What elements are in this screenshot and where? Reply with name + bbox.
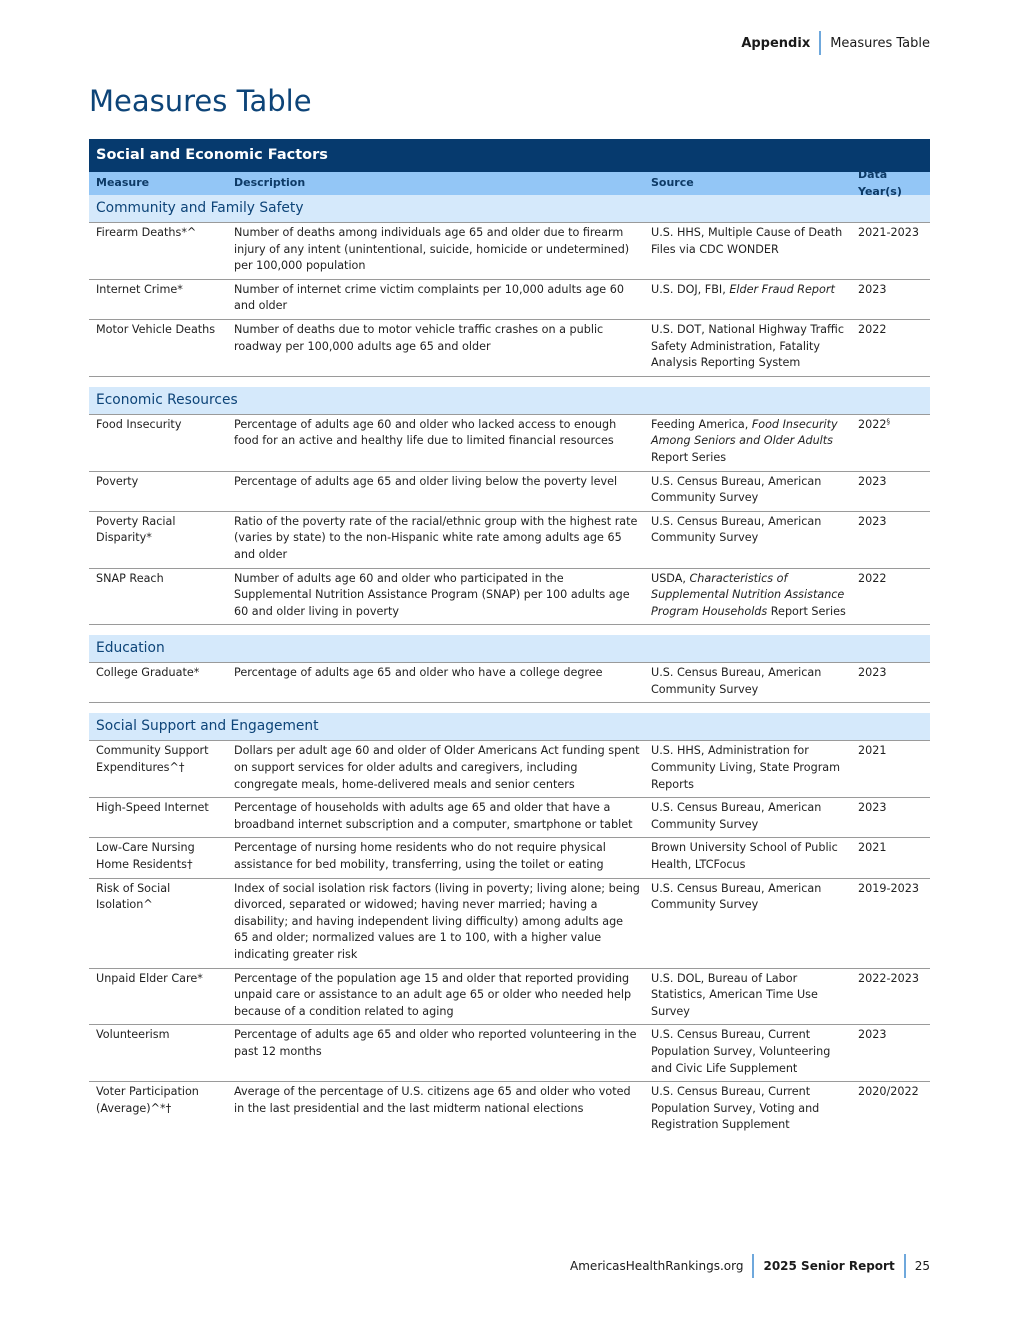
source-cell: U.S. Census Bureau, American Community Survey — [651, 666, 822, 696]
years-cell — [851, 322, 930, 339]
years-value: 2023 — [858, 1028, 887, 1042]
section-header: Economic Resources — [89, 387, 930, 415]
years-value: 2023 — [858, 474, 887, 488]
measure-cell: Food Insecurity — [96, 417, 182, 431]
page-number: 25 — [914, 1259, 930, 1273]
column-header-years: Data Year(s) — [858, 167, 902, 198]
measure-cell: Voter Participation (Average)^*† — [96, 1085, 199, 1115]
column-header-measure: Measure — [96, 176, 150, 190]
measure-cell: Motor Vehicle Deaths — [96, 322, 216, 336]
column-header-source: Source — [651, 176, 694, 190]
source-text: Feeding America, — [651, 417, 752, 431]
footer-report-title: 2025 Senior Report — [763, 1259, 895, 1273]
measure-cell: College Graduate* — [96, 666, 200, 680]
header-page-name: Measures Table — [830, 35, 930, 51]
source-cell: U.S. HHS, Multiple Cause of Death Files via CDC WONDER — [651, 226, 843, 256]
measure-cell: High-Speed Internet — [96, 801, 209, 815]
source-text: Report Series — [767, 604, 846, 618]
description-cell: Average of the percentage of U.S. citizens age 65 and older who voted in the last presidential and the last midterm national elections — [234, 1085, 631, 1115]
years-value: 2023 — [858, 514, 887, 528]
section-spacer — [89, 703, 930, 713]
measure-cell: Internet Crime* — [96, 282, 183, 296]
source-text: USDA, — [651, 571, 690, 585]
source-cell: U.S. Census Bureau, American Community Survey — [651, 514, 822, 545]
years-cell — [851, 971, 930, 988]
measure-cell: Unpaid Elder Care* — [96, 971, 203, 985]
footer-divider — [752, 1254, 754, 1278]
table-body — [89, 195, 930, 1138]
years-value: 2021-2023 — [858, 226, 919, 239]
description-cell: Percentage of adults age 60 and older who lacked access to enough food for an active and healthy life due to limited financial resources — [234, 417, 617, 448]
header-section: Appendix — [741, 35, 811, 51]
years-cell — [851, 474, 930, 491]
years-cell — [851, 1027, 930, 1044]
years-cell — [851, 1084, 930, 1101]
description-cell: Ratio of the poverty rate of the racial/ethnic group with the highest rate (varies by state) to the non-Hispanic white rate among adults age 65 and older — [234, 514, 638, 561]
table-row — [89, 280, 930, 320]
years-footnote-mark: § — [886, 417, 890, 426]
years-value: 2022 — [858, 417, 887, 431]
years-cell — [851, 665, 930, 682]
years-value: 2023 — [858, 801, 887, 815]
section-header: Social Support and Engagement — [89, 713, 930, 741]
description-cell: Percentage of nursing home residents who do not require physical assistance for bed mobility, transferring, using the toilet or eating — [234, 841, 606, 872]
footer-divider — [904, 1254, 906, 1278]
source-cell: U.S. Census Bureau, American Community Survey — [651, 801, 822, 831]
source-text: Report Series — [651, 450, 727, 464]
years-value: 2022 — [858, 571, 887, 585]
measure-cell: Poverty — [96, 474, 139, 488]
source-cell — [644, 571, 851, 621]
source-cell: U.S. Census Bureau, Current Population Survey, Voting and Registration Supplement — [651, 1085, 820, 1132]
years-cell — [851, 800, 930, 817]
years-cell — [851, 840, 930, 857]
header-divider — [819, 31, 821, 55]
years-cell — [851, 881, 930, 898]
source-cell: U.S. DOL, Bureau of Labor Statistics, American Time Use Survey — [651, 971, 818, 1018]
table-row — [89, 320, 930, 377]
table-row — [89, 569, 930, 626]
years-value: 2023 — [858, 282, 887, 296]
table-row — [89, 472, 930, 512]
description-cell: Percentage of adults age 65 and older living below the poverty level — [234, 474, 618, 488]
source-publication-title: Characteristics of Supplemental Nutrition Assistance Program Households — [651, 571, 845, 618]
table-row — [89, 879, 930, 969]
source-publication-title: Food Insecurity Among Seniors and Older Adults — [651, 417, 838, 448]
years-value: 2023 — [858, 666, 887, 680]
years-value: 2022 — [858, 322, 887, 336]
description-cell: Percentage of the population age 15 and older that reported providing unpaid care or assistance to an adult age 65 or older who needed help because of a condition related to aging — [234, 971, 632, 1018]
measure-cell: Risk of Social Isolation^ — [96, 881, 171, 912]
source-cell: Brown University School of Public Health, LTCFocus — [651, 841, 838, 872]
source-cell: U.S. HHS, Administration for Community Living, State Program Reports — [651, 744, 841, 791]
years-cell — [851, 514, 930, 531]
source-cell: U.S. Census Bureau, Current Population Survey, Volunteering and Civic Life Supplement — [651, 1028, 831, 1075]
table-row — [89, 512, 930, 569]
years-value: 2021 — [858, 841, 887, 855]
years-cell — [851, 417, 930, 434]
measure-cell: Low-Care Nursing Home Residents† — [96, 841, 195, 872]
description-cell: Percentage of adults age 65 and older who reported volunteering in the past 12 months — [234, 1028, 637, 1058]
column-header-row — [89, 167, 930, 198]
source-cell: U.S. DOT, National Highway Traffic Safety Administration, Fatality Analysis Reporting System — [651, 322, 845, 370]
years-cell — [851, 743, 930, 760]
table-row — [89, 415, 930, 472]
years-value: 2019-2023 — [858, 881, 919, 895]
years-cell — [851, 282, 930, 299]
measure-cell: Community Support Expenditures^† — [96, 744, 209, 775]
section-spacer — [89, 625, 930, 635]
table-row — [89, 838, 930, 878]
measure-cell: Poverty Racial Disparity* — [96, 514, 176, 545]
description-cell: Index of social isolation risk factors (living in poverty; living alone; being divorced, separated or widowed; having never married; having a disability; and having independent living difficulty) among adults age 65 and older; normalized values are 1 to 100, with a higher value indicating greater risk — [234, 881, 640, 961]
measure-cell: SNAP Reach — [96, 571, 164, 585]
column-header-description: Description — [234, 176, 306, 190]
table-row — [89, 663, 930, 703]
measures-table — [89, 139, 930, 1138]
section-spacer — [89, 377, 930, 387]
source-publication-title: Elder Fraud Report — [729, 282, 835, 296]
table-row — [89, 223, 930, 280]
description-cell: Number of deaths due to motor vehicle traffic crashes on a public roadway per 100,000 adults age 65 and older — [234, 322, 604, 353]
table-row — [89, 798, 930, 838]
years-value: 2021 — [858, 744, 887, 758]
years-value: 2020/2022 — [858, 1085, 919, 1099]
page-header — [741, 31, 930, 55]
footer-website: AmericasHealthRankings.org — [570, 1259, 744, 1273]
section-header: Education — [89, 635, 930, 663]
page-title: Measures Table — [89, 84, 312, 118]
measure-cell: Volunteerism — [96, 1028, 170, 1042]
table-row — [89, 1025, 930, 1082]
description-cell: Number of deaths among individuals age 65 and older due to firearm injury of any intent (unintentional, suicide, homicide or undetermined) per 100,000 population — [234, 226, 630, 273]
table-row — [89, 1082, 930, 1138]
source-cell — [644, 282, 851, 299]
measure-cell: Firearm Deaths*^ — [96, 226, 197, 239]
years-cell — [851, 225, 930, 242]
source-cell: U.S. Census Bureau, American Community Survey — [651, 474, 822, 505]
source-cell — [644, 417, 851, 467]
table-title: Social and Economic Factors — [89, 139, 930, 172]
description-cell: Percentage of households with adults age 65 and older that have a broadband internet subscription and a computer, smartphone or tablet — [234, 801, 633, 831]
source-cell: U.S. Census Bureau, American Community Survey — [651, 881, 822, 912]
years-cell — [851, 571, 930, 588]
description-cell: Number of adults age 60 and older who participated in the Supplemental Nutrition Assistance Program (SNAP) per 100 adults age 60 and older living in poverty — [234, 571, 630, 618]
description-cell: Number of internet crime victim complaints per 10,000 adults age 60 and older — [234, 282, 624, 313]
source-text: U.S. DOJ, FBI, — [651, 282, 730, 296]
table-row — [89, 969, 930, 1026]
description-cell: Percentage of adults age 65 and older who have a college degree — [234, 666, 603, 680]
table-row — [89, 741, 930, 798]
page-footer — [570, 1254, 930, 1278]
years-value: 2022-2023 — [858, 971, 919, 985]
description-cell: Dollars per adult age 60 and older of Older Americans Act funding spent on support services for older adults and caregivers, including congregate meals, home-delivered meals and senior centers — [234, 744, 640, 791]
section-header: Community and Family Safety — [89, 195, 930, 223]
